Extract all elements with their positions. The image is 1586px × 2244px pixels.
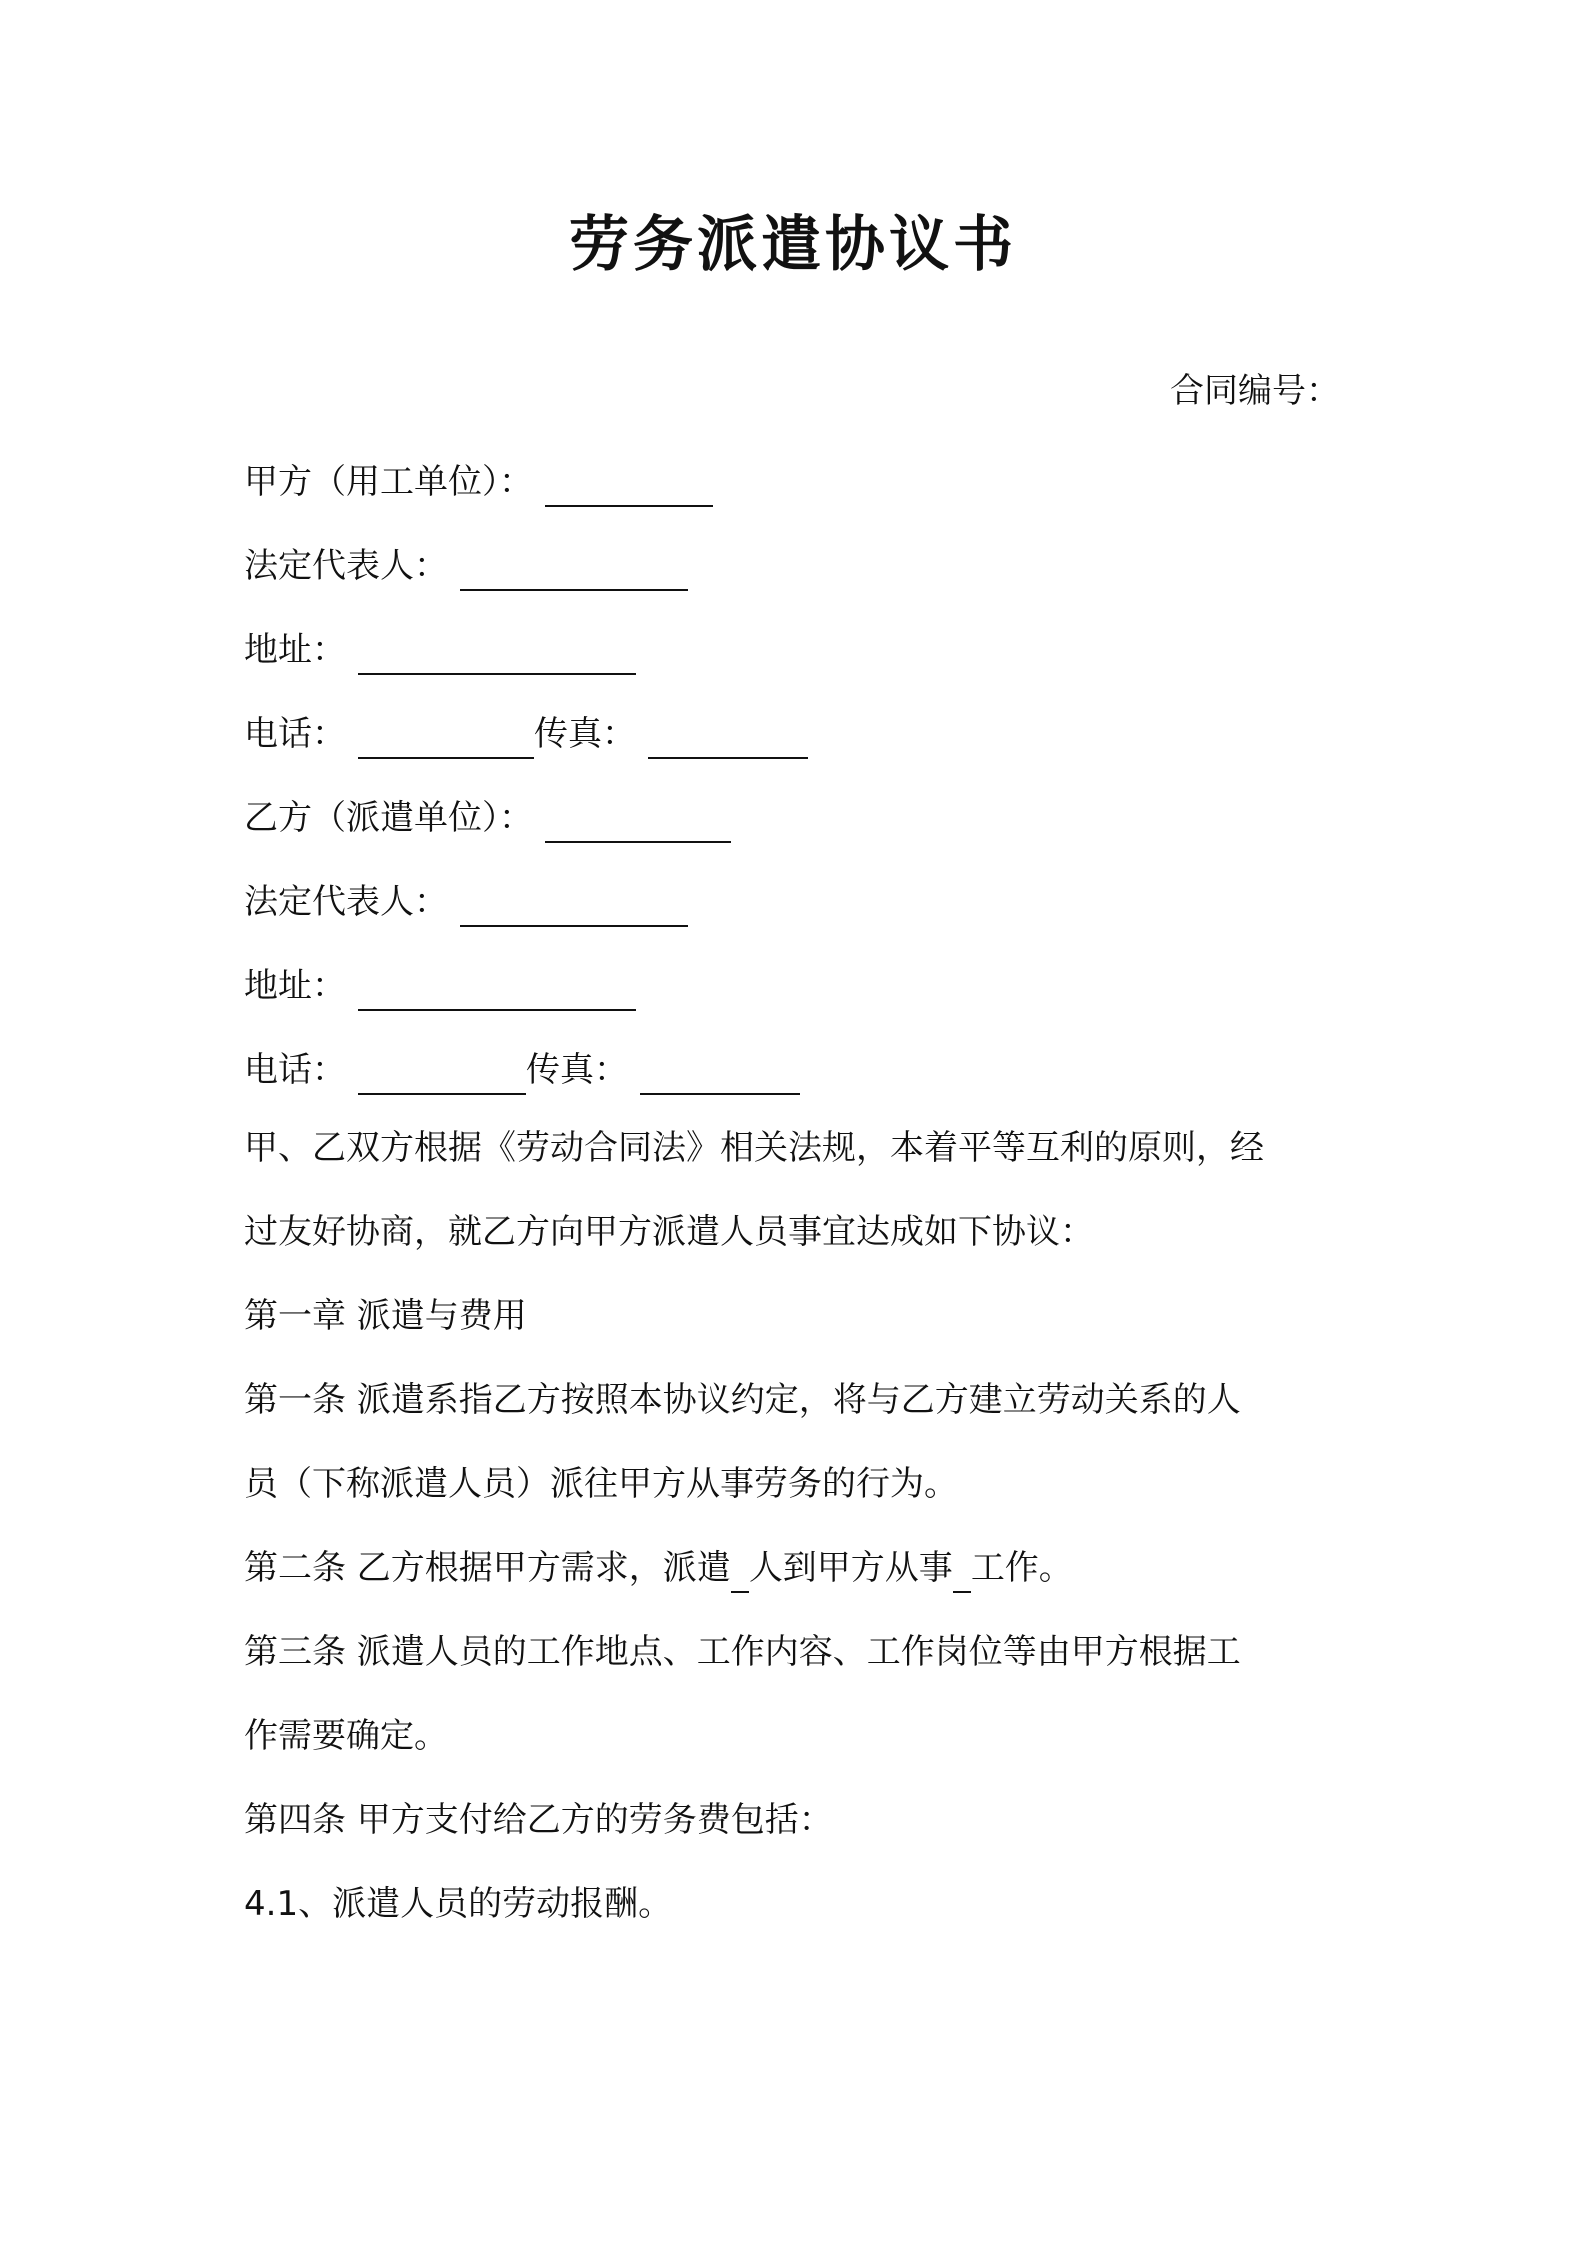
- party-a-rep-blank[interactable]: [460, 549, 688, 591]
- party-a-name-label: 甲方（用工单位）：: [244, 462, 533, 502]
- article-2-text-1: 第二条 乙方根据甲方需求，派遣: [244, 1548, 731, 1588]
- dispatch-count-blank[interactable]: [731, 1553, 749, 1593]
- article-2-text-3: 工作。: [970, 1548, 1073, 1588]
- party-b-address-label: 地址：: [244, 966, 346, 1006]
- preamble-line-1: 甲、乙双方根据《劳动合同法》相关法规，本着平等互利的原则，经: [244, 1128, 1264, 1168]
- party-b-rep-label: 法定代表人：: [244, 882, 448, 922]
- preamble-line-2: 过友好协商，就乙方向甲方派遣人员事宜达成如下协议：: [244, 1212, 1094, 1252]
- article-4-1: 4.1、派遣人员的劳动报酬。: [244, 1884, 673, 1924]
- party-b-fax-label: 传真：: [526, 1050, 628, 1090]
- article-1-line-2: 员（下称派遣人员）派往甲方从事劳务的行为。: [244, 1464, 958, 1504]
- party-b-address-blank[interactable]: [358, 969, 636, 1011]
- party-a-rep-label: 法定代表人：: [244, 546, 448, 586]
- party-b-phone-row: [244, 1045, 800, 1095]
- party-a-rep-row: [244, 541, 688, 591]
- work-type-blank[interactable]: [953, 1553, 971, 1593]
- party-a-fax-label: 传真：: [534, 714, 636, 754]
- party-b-name-label: 乙方（派遣单位）：: [244, 798, 533, 838]
- article-4: 第四条 甲方支付给乙方的劳务费包括：: [244, 1800, 833, 1840]
- party-b-phone-blank[interactable]: [358, 1053, 526, 1095]
- party-a-address-row: [244, 625, 636, 675]
- article-3-line-1: 第三条 派遣人员的工作地点、工作内容、工作岗位等由甲方根据工: [244, 1632, 1241, 1672]
- document-title: 劳务派遣协议书: [569, 210, 1017, 280]
- party-b-address-row: [244, 961, 636, 1011]
- party-b-rep-row: [244, 877, 688, 927]
- party-a-name-row: [244, 457, 713, 507]
- article-3-line-2: 作需要确定。: [244, 1716, 448, 1756]
- party-a-address-blank[interactable]: [358, 633, 636, 675]
- party-a-fax-blank[interactable]: [648, 717, 808, 759]
- contract-number-label: 合同编号：: [1170, 371, 1340, 411]
- party-b-rep-blank[interactable]: [460, 885, 688, 927]
- party-b-name-blank[interactable]: [545, 801, 731, 843]
- article-2-text-2: 人到甲方从事: [748, 1548, 953, 1588]
- article-2: [244, 1543, 1073, 1593]
- party-a-phone-row: [244, 709, 808, 759]
- party-b-fax-blank[interactable]: [640, 1053, 800, 1095]
- party-a-address-label: 地址：: [244, 630, 346, 670]
- party-a-phone-label: 电话：: [244, 714, 346, 754]
- party-b-name-row: [244, 793, 731, 843]
- party-a-name-blank[interactable]: [545, 465, 713, 507]
- chapter-1-heading: 第一章 派遣与费用: [244, 1296, 527, 1336]
- article-1-line-1: 第一条 派遣系指乙方按照本协议约定，将与乙方建立劳动关系的人: [244, 1380, 1241, 1420]
- party-a-phone-blank[interactable]: [358, 717, 534, 759]
- party-b-phone-label: 电话：: [244, 1050, 346, 1090]
